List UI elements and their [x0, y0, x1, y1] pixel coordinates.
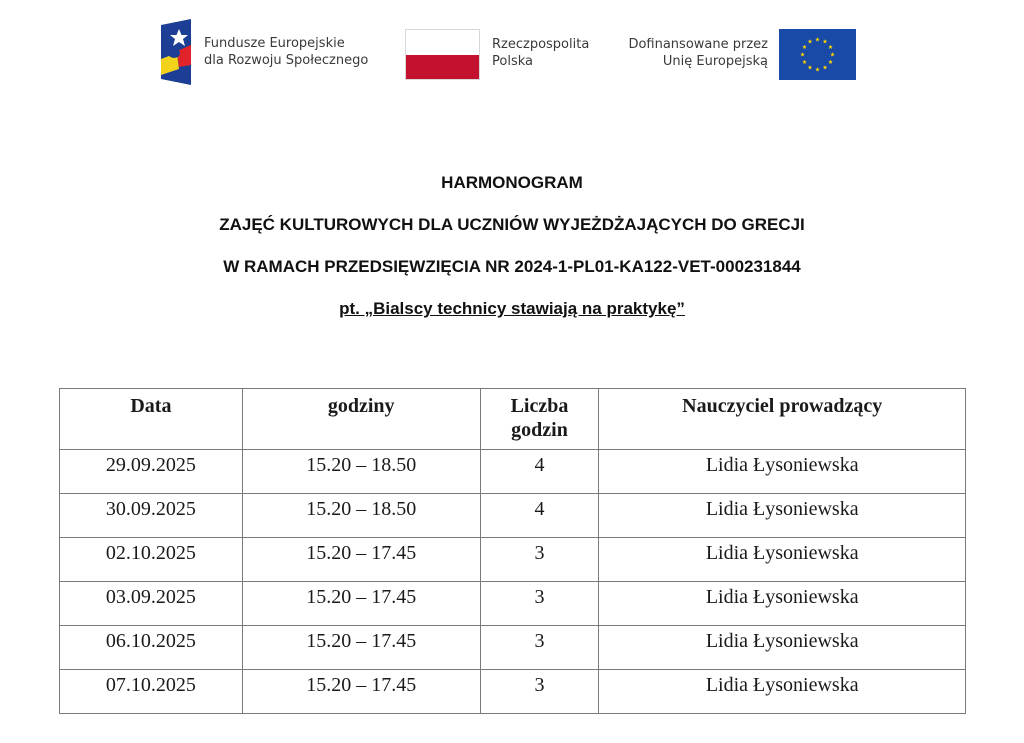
table-header-row	[60, 389, 966, 450]
cell-hours: 15.20 – 18.50	[242, 494, 480, 538]
cell-hours: 15.20 – 17.45	[242, 538, 480, 582]
cell-teacher: Lidia Łysoniewska	[599, 494, 966, 538]
flag-white-stripe	[406, 30, 479, 55]
cell-teacher: Lidia Łysoniewska	[599, 450, 966, 494]
schedule-table	[59, 388, 966, 714]
cell-teacher: Lidia Łysoniewska	[599, 626, 966, 670]
cell-date: 06.10.2025	[60, 626, 243, 670]
cell-count: 4	[480, 450, 599, 494]
poland-line1: Rzeczpospolita	[492, 37, 590, 52]
cell-date: 30.09.2025	[60, 494, 243, 538]
logo-bar	[0, 0, 1024, 100]
table-row	[60, 582, 966, 626]
cell-teacher: Lidia Łysoniewska	[599, 538, 966, 582]
poland-line2: Polska	[492, 54, 533, 69]
poland-logo-text	[492, 36, 589, 70]
cell-hours: 15.20 – 18.50	[242, 450, 480, 494]
eu-flag-background	[779, 29, 856, 80]
cell-date: 03.09.2025	[60, 582, 243, 626]
table-row	[60, 670, 966, 714]
document-subtitle-2: W RAMACH PRZEDSIĘWZIĘCIA NR 2024-1-PL01-KA122-VET-000231844	[223, 257, 801, 276]
cell-teacher: Lidia Łysoniewska	[599, 582, 966, 626]
cell-hours: 15.20 – 17.45	[242, 582, 480, 626]
cell-hours: 15.20 – 17.45	[242, 670, 480, 714]
funds-line1: Fundusze Europejskie	[204, 36, 345, 51]
cell-count: 3	[480, 582, 599, 626]
project-name: pt. „Bialscy technicy stawiają na praktykę”	[339, 299, 685, 318]
table-row	[60, 538, 966, 582]
polish-flag-icon	[405, 29, 480, 80]
table-row	[60, 494, 966, 538]
eu-line1: Dofinansowane przez	[628, 37, 768, 52]
cell-date: 29.09.2025	[60, 450, 243, 494]
cell-date: 02.10.2025	[60, 538, 243, 582]
cell-teacher: Lidia Łysoniewska	[599, 670, 966, 714]
cell-count: 4	[480, 494, 599, 538]
document-header	[0, 170, 1024, 338]
cell-date: 07.10.2025	[60, 670, 243, 714]
document-subtitle-1: ZAJĘĆ KULTUROWYCH DLA UCZNIÓW WYJEŻDŻAJĄCYCH DO GRECJI	[219, 215, 805, 234]
header-teacher: Nauczyciel prowadzący	[599, 389, 966, 450]
cell-count: 3	[480, 670, 599, 714]
header-count-line1: Liczba	[510, 395, 569, 417]
funds-logo-icon	[157, 19, 191, 85]
document-title: HARMONOGRAM	[441, 173, 583, 192]
cell-hours: 15.20 – 17.45	[242, 626, 480, 670]
funds-line2: dla Rozwoju Społecznego	[204, 53, 369, 68]
funds-logo-text	[204, 35, 368, 69]
cell-count: 3	[480, 538, 599, 582]
header-date: Data	[60, 389, 243, 450]
header-hours: godziny	[242, 389, 480, 450]
header-count-line2: godzin	[511, 419, 568, 441]
eu-flag-icon	[779, 29, 856, 80]
table-row	[60, 450, 966, 494]
flag-red-stripe	[406, 55, 479, 80]
header-count	[480, 389, 599, 450]
cell-count: 3	[480, 626, 599, 670]
table-row	[60, 626, 966, 670]
eu-line2: Unię Europejską	[662, 54, 768, 69]
eu-logo-text	[620, 36, 768, 70]
